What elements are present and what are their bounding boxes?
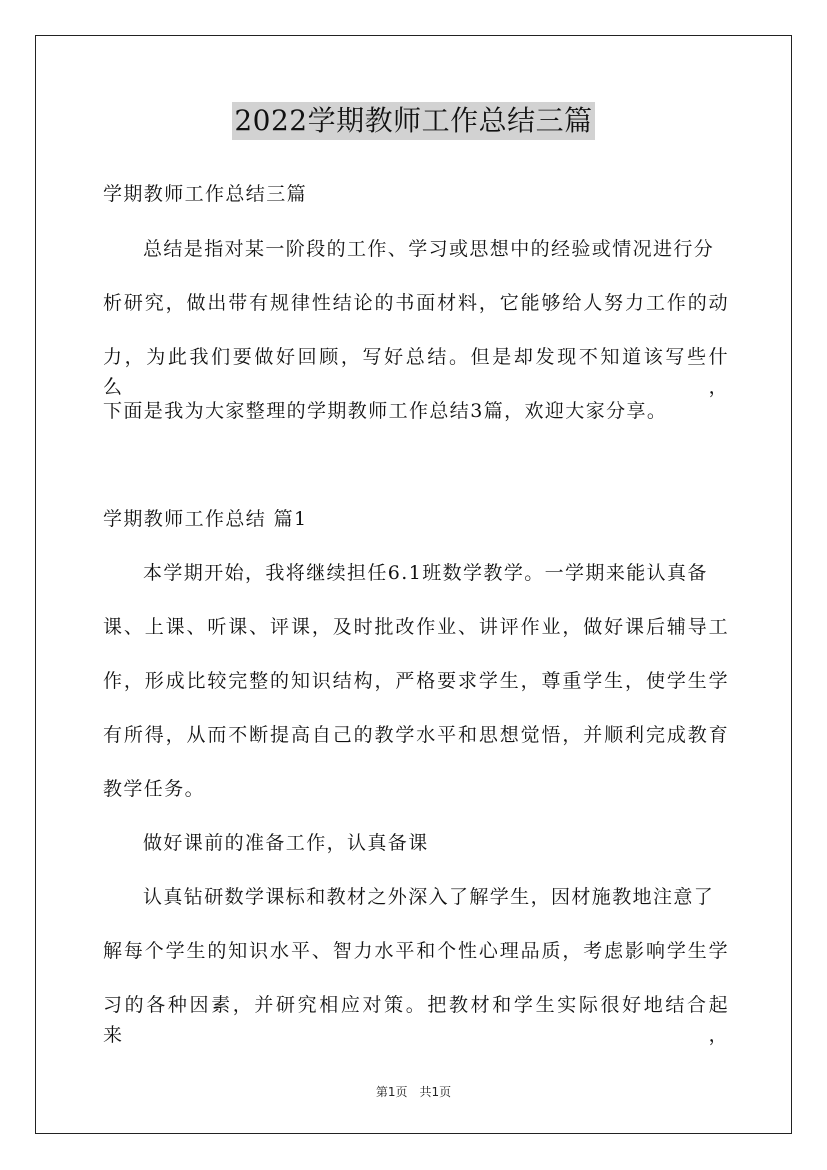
intro-line: 总结是指对某一阶段的工作、学习或思想中的经验或情况进行分	[143, 238, 715, 260]
intro-line: 力，为此我们要做好回顾，写好总结。但是却发现不知道该写些什么，	[103, 346, 729, 398]
document-body	[103, 0, 729, 1170]
section-line: 课、上课、听课、评课，及时批改作业、讲评作业，做好课后辅导工	[103, 616, 729, 638]
subheading: 做好课前的准备工作，认真备课	[143, 832, 429, 854]
intro-line: 下面是我为大家整理的学期教师工作总结3篇，欢迎大家分享。	[103, 400, 668, 422]
detail-line: 认真钻研数学课标和教材之外深入了解学生，因材施教地注意了	[143, 886, 715, 908]
detail-line: 习的各种因素，并研究相应对策。把教材和学生实际很好地结合起来，	[103, 994, 729, 1046]
section-line: 有所得，从而不断提高自己的教学水平和思想觉悟，并顺利完成教育	[103, 724, 729, 746]
page-footer	[0, 1083, 827, 1100]
section-line: 本学期开始，我将继续担任6.1班数学教学。一学期来能认真备	[143, 562, 708, 584]
page-number: 第1页 共1页	[375, 1085, 452, 1099]
section-line: 教学任务。	[103, 778, 206, 800]
subtitle: 学期教师工作总结三篇	[103, 183, 308, 205]
intro-line: 析研究，做出带有规律性结论的书面材料，它能够给人努力工作的动	[103, 292, 729, 314]
document-title-text: 2022学期教师工作总结三篇	[232, 102, 594, 140]
detail-line: 解每个学生的知识水平、智力水平和个性心理品质，考虑影响学生学	[103, 940, 729, 962]
section-line: 作，形成比较完整的知识结构，严格要求学生，尊重学生，使学生学	[103, 670, 729, 692]
section-heading: 学期教师工作总结 篇1	[103, 508, 308, 530]
